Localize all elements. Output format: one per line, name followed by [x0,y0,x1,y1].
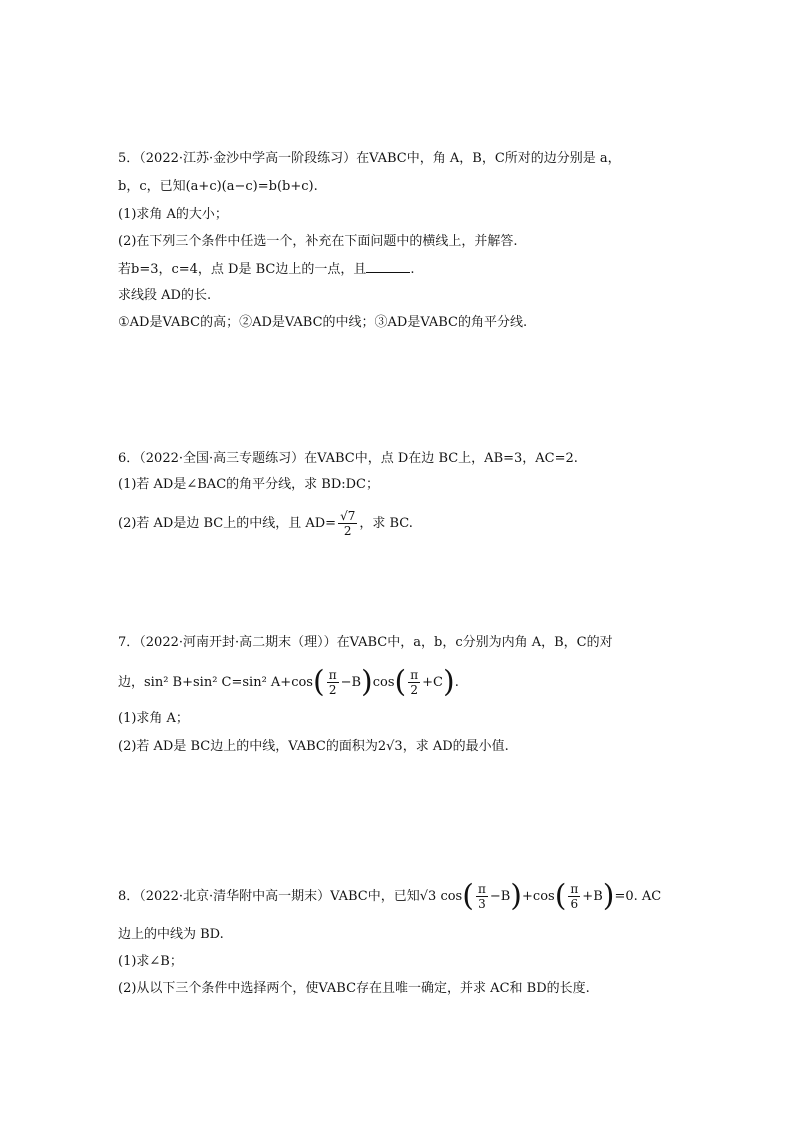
fraction-numerator: π [477,882,486,896]
left-paren: ( [312,664,325,700]
right-paren: ) [602,878,615,914]
fraction-numerator: π [410,668,419,682]
problem-5-line-4: (2)在下列三个条件中任选一个，补充在下面问题中的横线上，并解答. [118,234,518,249]
problem-5-line-3: (1)求角 A的大小； [118,207,228,222]
fraction-pi-over-6 [568,882,580,911]
problem-7-line-2 [118,666,459,700]
plus-b: +B [582,889,603,904]
problem-7-line-1: 7．（2022·河南开封·高二期末（理））在VABC中，a，b，c分别为内角 A，B，C的对 [118,635,613,650]
problem-7-line-4: (2)若 AD是 BC边上的中线，VABC的面积为2√3，求 AD的最小值. [118,739,509,754]
problem-5-line-2: b，c，已知(a+c)(a−c)=b(b+c). [118,179,318,194]
fraction-pi-over-2 [408,668,420,697]
cos-label: cos [372,675,395,690]
equals-zero-ac: =0. AC [614,889,662,904]
problem-6-line-2: (1)若 AD是∠BAC的角平分线，求 BD:DC； [118,477,379,492]
fraction-denominator: 2 [410,683,419,697]
problem-8-line-1 [118,880,661,914]
problem-8-line-4: (2)从以下三个条件中选择两个，使VABC存在且唯一确定，并求 AC和 BD的长度. [118,981,590,996]
left-paren: ( [554,878,567,914]
answer-blank [366,260,410,273]
right-paren: ) [361,664,373,700]
left-paren: ( [394,664,407,700]
fraction-numerator: √7 [340,509,356,523]
problem-6-line-3-tail: ，求 BC. [359,516,413,531]
problem-8-line-1-text: 8．（2022·北京·清华附中高一期末）VABC中，已知√3 cos [118,889,463,904]
problem-5-line-7: ①AD是VABC的高；②AD是VABC的中线；③AD是VABC的角平分线. [118,315,528,330]
fraction-denominator: 3 [478,897,486,911]
problem-6-line-3 [118,508,413,540]
plus-c: +C [422,675,443,690]
period: . [454,675,459,690]
fraction-numerator: π [570,882,579,896]
problem-5-line-6: 求线段 AD的长. [118,288,212,303]
fraction-denominator: 6 [570,897,579,911]
problem-8-line-3: (1)求∠B； [118,954,183,969]
problem-6-line-3-text: (2)若 AD是边 BC上的中线，且 AD= [118,516,337,531]
fraction-pi-over-3 [476,882,488,911]
problem-5-line-1: 5．（2022·江苏·金沙中学高一阶段练习）在VABC中，角 A，B，C所对的边分别是 a， [118,151,621,166]
problem-6-line-1: 6．（2022·全国·高三专题练习）在VABC中，点 D在边 BC上，AB=3，AC=2. [118,451,578,466]
fraction-denominator: 2 [343,524,352,538]
right-paren: ) [443,664,455,700]
problem-7-line-3: (1)求角 A； [118,711,189,726]
problem-8-line-2: 边上的中线为 BD. [118,927,224,942]
fraction-pi-over-2 [327,668,339,697]
right-paren: ) [510,878,523,914]
problem-7-line-2-text: 边，sin² B+sin² C=sin² A+cos [118,675,313,690]
fraction-denominator: 2 [328,683,337,697]
minus-b: −B [489,889,511,904]
fraction-sqrt7-over-2 [338,509,357,538]
problem-5-line-5: 若b=3，c=4，点 D是 BC边上的一点，且 . [118,262,415,277]
plus-cos: +cos [522,889,555,904]
left-paren: ( [462,878,474,914]
problem-5-line-5-text: 若b=3，c=4，点 D是 BC边上的一点，且 [118,262,367,277]
minus-b: −B [340,675,362,690]
fraction-numerator: π [328,668,337,682]
